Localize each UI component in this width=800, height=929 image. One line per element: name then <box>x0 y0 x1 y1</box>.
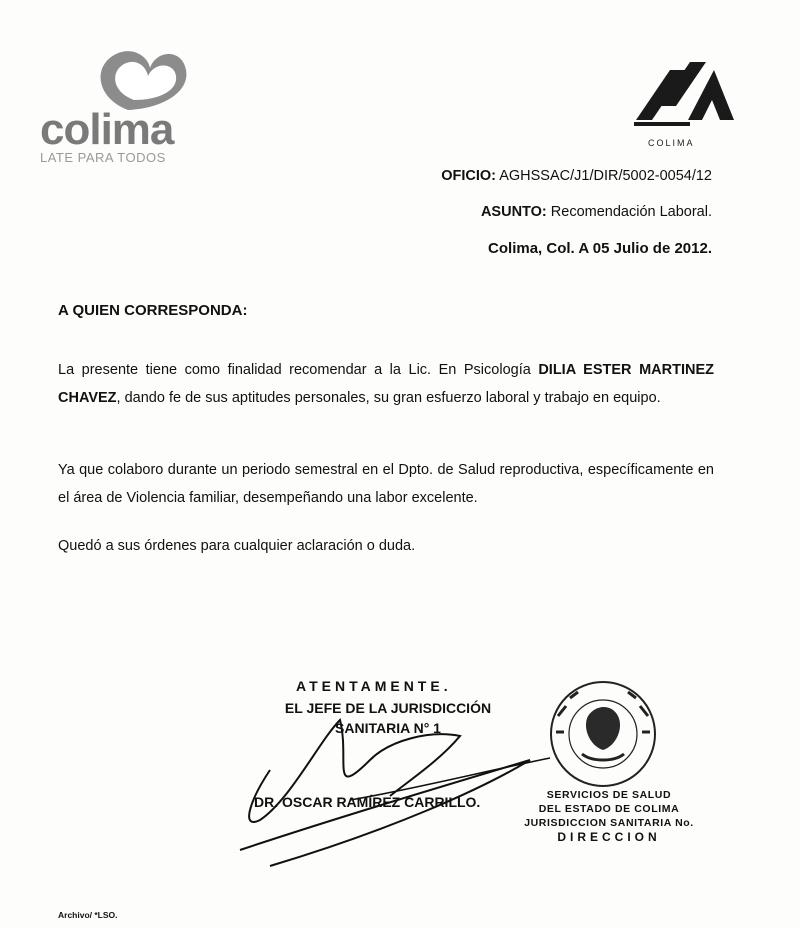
colima-logo-word: colima <box>40 105 174 154</box>
asunto-value: Recomendación Laboral. <box>550 204 712 220</box>
oficio-line <box>441 168 712 184</box>
ssa-logo-icon <box>630 50 740 130</box>
official-seal-icon <box>538 676 668 792</box>
signer-name: DR. OSCAR RAMÍREZ CARRILLO. <box>254 794 481 810</box>
signer-title <box>266 698 510 738</box>
asunto-label: ASUNTO: <box>480 204 547 220</box>
seal-line-4: DIRECCION <box>557 830 661 844</box>
salutation: A QUIEN CORRESPONDA: <box>58 302 248 319</box>
signer-title-line-1: EL JEFE DE LA JURISDICCIÓN <box>284 700 492 716</box>
seal-line-3: JURISDICCION SANITARIA No. <box>524 817 694 829</box>
ssa-logo-caption: COLIMA <box>648 138 695 148</box>
seal-caption <box>524 788 694 844</box>
paragraph-collaboration: Ya que colaboro durante un periodo semestral en el Dpto. de Salud reproductiva, específicamente en el área de Violencia familiar, desempeñando una labor excelente. <box>58 462 714 506</box>
signer-title-line-2: SANITARIA N° 1 <box>335 720 441 736</box>
colima-logo-tagline: LATE PARA TODOS <box>40 150 166 165</box>
oficio-label: OFICIO: <box>441 168 496 184</box>
archive-reference: Archivo/ *LSO. <box>58 910 118 920</box>
paragraph-1-rest: , dando fe de sus aptitudes personales, su gran esfuerzo laboral y trabajo en equipo. <box>116 390 661 406</box>
closing-atentamente: ATENTAMENTE. <box>296 678 452 694</box>
asunto-line <box>481 204 712 220</box>
recommended-person-name: DILIA ESTER MARTINEZ CHAVEZ <box>58 362 714 406</box>
seal-line-2: DEL ESTADO DE COLIMA <box>538 803 680 815</box>
paragraph-1-intro: La presente tiene como finalidad recomendar a la Lic. En Psicología <box>58 362 539 378</box>
paragraph-recommendation <box>58 356 714 412</box>
oficio-value: AGHSSAC/J1/DIR/5002-0054/12 <box>499 168 712 184</box>
letter-date: Colima, Col. A 05 Julio de 2012. <box>488 240 712 257</box>
paragraph-closing: Quedó a sus órdenes para cualquier aclaración o duda. <box>58 538 416 554</box>
seal-line-1: SERVICIOS DE SALUD <box>546 789 672 801</box>
